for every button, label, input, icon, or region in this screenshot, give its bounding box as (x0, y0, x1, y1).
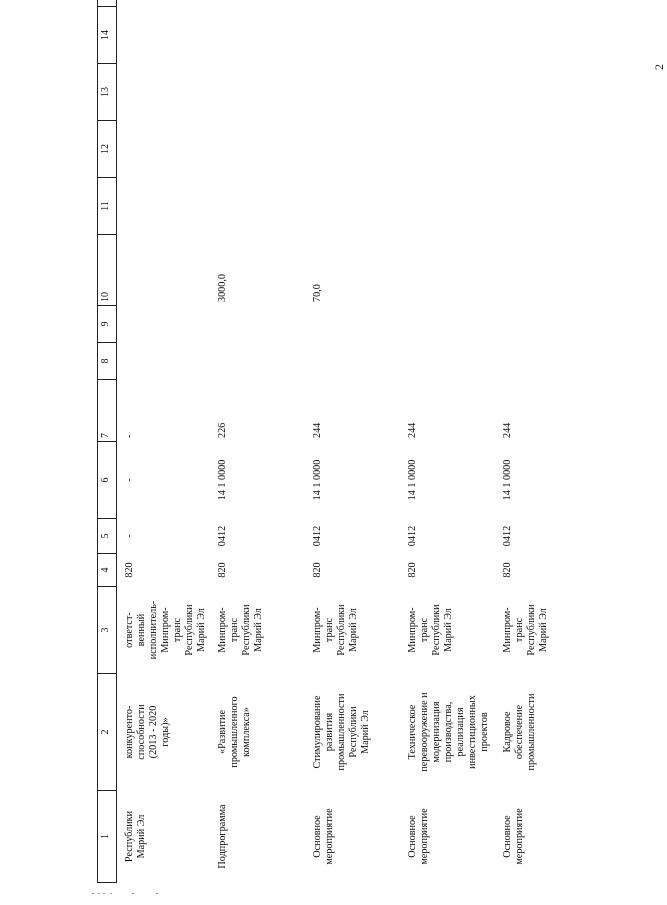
title-cell: Кадровое обеспечение промышленности (502, 693, 538, 771)
executor-cell: ответст- венный исполнитель- Минпром- транс Республики Марий Эл (124, 600, 208, 660)
amount-cell: 70,0 (312, 284, 324, 302)
status-cell: Основное мероприятие (407, 808, 431, 865)
table-row (117, 0, 211, 883)
status-cell: Основное мероприятие (312, 808, 336, 865)
target-article-cell: 14 1 0000 (502, 459, 514, 501)
column-header: 4 (98, 554, 117, 587)
expense-type-cell: 244 (502, 422, 514, 438)
title-cell: Стимулирование развития промышленности Республики Марий Эл (312, 693, 372, 771)
column-header: 1 (98, 791, 117, 883)
expense-type-cell: 226 (217, 422, 229, 438)
column-header (98, 0, 117, 7)
status-cell: Основное мероприятие (502, 808, 526, 865)
page-number: 2 (652, 64, 666, 70)
amount-cell: 3000,0 (217, 273, 229, 302)
scan-artifact (92, 893, 182, 897)
table-row (400, 0, 495, 883)
expense-type-cell: 244 (407, 422, 419, 438)
column-header: 11 (98, 178, 117, 235)
title-cell: Техническое перевооружение и модернизация производства, реализация инвестиционных проектов (407, 692, 491, 772)
target-article-cell: 14 1 0000 (407, 459, 419, 501)
column-header: 12 (98, 121, 117, 178)
rotated-budget-table (97, 30, 550, 883)
section-cell: 0412 (502, 525, 514, 547)
executor-cell: Минпром- транс Республики Марий Эл (407, 604, 455, 656)
executor-cell: Минпром- транс Республики Марий Эл (312, 604, 360, 656)
section-cell: 0412 (407, 525, 419, 547)
section-cell: 0412 (217, 525, 229, 547)
target-article-cell: 14 1 0000 (217, 459, 229, 501)
grbs-cell: 820 (217, 562, 229, 578)
grbs-cell: 820 (124, 562, 135, 578)
table-row (305, 0, 400, 883)
target-article-cell: 14 1 0000 (312, 459, 324, 501)
column-header: 14 (98, 7, 117, 64)
amount-cell (495, 235, 590, 306)
column-header: 8 (98, 343, 117, 380)
amount-cell (400, 235, 495, 306)
status-cell: Подпрограмма (217, 804, 229, 869)
column-header: 6 (98, 442, 117, 519)
column-header: 13 (98, 64, 117, 121)
column-number-row (98, 0, 117, 883)
table-row (495, 0, 590, 883)
grbs-cell: 820 (407, 562, 419, 578)
column-header: 2 (98, 674, 117, 791)
section-cell: - (124, 534, 135, 538)
amount-cell (117, 235, 211, 306)
table-row (210, 0, 305, 883)
section-cell: 0412 (312, 525, 324, 547)
executor-cell: Минпром- транс Республики Марий Эл (217, 604, 265, 656)
column-header: 7 (98, 380, 117, 442)
expense-type-cell: - (124, 434, 135, 438)
grbs-cell: 820 (312, 562, 324, 578)
executor-cell: Минпром- транс Республики Марий Эл (502, 604, 550, 656)
title-cell: конкуренто- способности (2013 - 2020 годы)» (124, 704, 172, 760)
grbs-cell: 820 (502, 562, 514, 578)
target-article-cell: - (124, 478, 135, 482)
column-header: 10 (98, 235, 117, 306)
expense-type-cell: 244 (312, 422, 324, 438)
column-header: 9 (98, 306, 117, 343)
budget-table (97, 0, 590, 883)
column-header: 5 (98, 519, 117, 554)
column-header: 3 (98, 587, 117, 674)
title-cell: «Развитие промышленного комплекса» (217, 696, 253, 768)
status-cell: Республики Марий Эл (124, 810, 148, 863)
